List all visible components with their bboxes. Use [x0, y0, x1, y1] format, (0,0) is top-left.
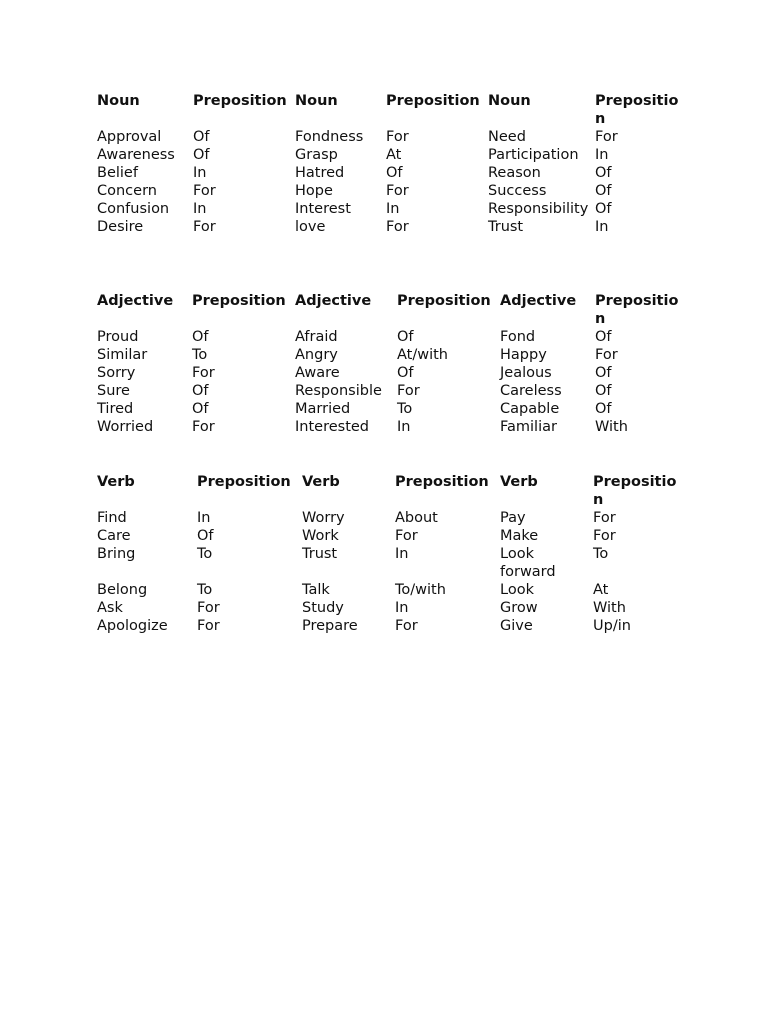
- column-header: Preposition: [192, 293, 286, 309]
- table-cell: Aware: [295, 365, 340, 381]
- column-header: Noun: [97, 93, 140, 109]
- table-row: [97, 599, 685, 617]
- table-cell: For: [595, 129, 618, 145]
- table-row: [97, 527, 685, 545]
- table-cell: Afraid: [295, 329, 338, 345]
- table-cell: For: [395, 528, 418, 544]
- table-cell: Confusion: [97, 201, 170, 217]
- column-header: Preposition: [193, 93, 287, 109]
- table-cell: For: [386, 183, 409, 199]
- table-cell: Prepare: [302, 618, 358, 634]
- table-cell: Sorry: [97, 365, 136, 381]
- table-cell: Of: [397, 365, 414, 381]
- table-cell: In: [193, 165, 207, 181]
- table-cell: With: [593, 600, 626, 616]
- table-cell: To: [593, 546, 609, 562]
- table-cell: For: [192, 365, 215, 381]
- table-cell: Talk: [302, 582, 330, 598]
- table-cell: Need: [488, 129, 526, 145]
- table-row: [97, 200, 685, 218]
- table-row: [97, 418, 685, 436]
- table-cell: Responsibility: [488, 201, 589, 217]
- column-header: Adjective: [295, 293, 372, 309]
- column-header: Preposition: [395, 474, 489, 490]
- table-cell: Trust: [302, 546, 338, 562]
- table-cell: Belong: [97, 582, 148, 598]
- column-header: Preposition: [386, 93, 480, 109]
- table-cell: Of: [595, 329, 612, 345]
- table-cell: For: [397, 383, 420, 399]
- table-cell: Of: [197, 528, 214, 544]
- table-cell: Care: [97, 528, 131, 544]
- table-cell: Of: [192, 329, 209, 345]
- table-cell: Of: [595, 401, 612, 417]
- column-header: Verb: [97, 474, 135, 490]
- column-header: Preposition: [595, 293, 679, 327]
- table-cell: Of: [595, 365, 612, 381]
- table-cell: Hope: [295, 183, 333, 199]
- table-row: [97, 164, 685, 182]
- table-cell: About: [395, 510, 438, 526]
- table-row: [97, 364, 685, 382]
- table-cell: Make: [500, 528, 539, 544]
- table-cell: For: [193, 219, 216, 235]
- table-row: [97, 128, 685, 146]
- table-cell: For: [595, 347, 618, 363]
- table-cell: For: [395, 618, 418, 634]
- table-cell: Of: [397, 329, 414, 345]
- noun-preposition-table: [97, 92, 685, 236]
- table-cell: Happy: [500, 347, 547, 363]
- column-header: Preposition: [593, 474, 677, 508]
- table-cell: Grasp: [295, 147, 338, 163]
- table-cell: Of: [193, 129, 210, 145]
- table-cell: Of: [192, 383, 209, 399]
- table-header-row: [97, 473, 685, 509]
- table-cell: Reason: [488, 165, 541, 181]
- table-cell: Of: [595, 165, 612, 181]
- table-cell: To: [197, 546, 213, 562]
- table-cell: At: [386, 147, 402, 163]
- table-cell: In: [193, 201, 207, 217]
- table-cell: Sure: [97, 383, 130, 399]
- table-cell: To/with: [395, 582, 446, 598]
- table-cell: Study: [302, 600, 344, 616]
- table-row: [97, 617, 685, 635]
- table-cell: Success: [488, 183, 547, 199]
- table-cell: In: [197, 510, 211, 526]
- table-cell: Hatred: [295, 165, 345, 181]
- table-cell: In: [395, 546, 409, 562]
- table-cell: love: [295, 219, 326, 235]
- table-cell: Approval: [97, 129, 162, 145]
- table-cell: Ask: [97, 600, 123, 616]
- table-cell: Give: [500, 618, 533, 634]
- column-header: Noun: [488, 93, 531, 109]
- table-cell: For: [197, 618, 220, 634]
- table-cell: Proud: [97, 329, 139, 345]
- table-cell: Of: [595, 201, 612, 217]
- table-cell: In: [397, 419, 411, 435]
- table-row: [97, 382, 685, 400]
- table-cell: Desire: [97, 219, 144, 235]
- table-cell: Jealous: [500, 365, 552, 381]
- table-cell: Fond: [500, 329, 536, 345]
- table-cell: For: [593, 510, 616, 526]
- table-row: [97, 400, 685, 418]
- table-cell: Awareness: [97, 147, 175, 163]
- column-header: Preposition: [595, 93, 679, 127]
- table-cell: Interested: [295, 419, 370, 435]
- table-cell: Fondness: [295, 129, 364, 145]
- column-header: Verb: [500, 474, 538, 490]
- table-cell: For: [197, 600, 220, 616]
- table-cell: At: [593, 582, 609, 598]
- table-cell: Familiar: [500, 419, 557, 435]
- column-header: Verb: [302, 474, 340, 490]
- table-cell: Tired: [97, 401, 134, 417]
- table-row: [97, 509, 685, 527]
- table-cell: Of: [595, 183, 612, 199]
- table-cell: Married: [295, 401, 351, 417]
- table-cell: Belief: [97, 165, 138, 181]
- table-row: [97, 328, 685, 346]
- table-cell: Worried: [97, 419, 154, 435]
- table-cell: At/with: [397, 347, 448, 363]
- table-header-row: [97, 92, 685, 128]
- table-cell: For: [386, 219, 409, 235]
- adjective-preposition-table: [97, 292, 685, 436]
- table-row: [97, 581, 685, 599]
- column-header: Preposition: [397, 293, 491, 309]
- table-cell: Concern: [97, 183, 157, 199]
- column-header: Preposition: [197, 474, 291, 490]
- table-cell: In: [595, 219, 609, 235]
- table-cell: For: [593, 528, 616, 544]
- table-cell: With: [595, 419, 628, 435]
- table-cell: To: [192, 347, 208, 363]
- table-header-row: [97, 292, 685, 328]
- table-cell: Look: [500, 582, 534, 598]
- table-cell: Of: [193, 147, 210, 163]
- table-cell: Of: [595, 383, 612, 399]
- table-cell: Of: [386, 165, 403, 181]
- table-cell: Worry: [302, 510, 345, 526]
- table-row: [97, 545, 685, 581]
- table-row: [97, 182, 685, 200]
- table-cell: Capable: [500, 401, 560, 417]
- table-row: [97, 146, 685, 164]
- table-cell: Responsible: [295, 383, 382, 399]
- table-row: [97, 346, 685, 364]
- table-cell: To: [397, 401, 413, 417]
- table-cell: For: [192, 419, 215, 435]
- table-cell: Work: [302, 528, 339, 544]
- table-cell: Participation: [488, 147, 579, 163]
- table-cell: Apologize: [97, 618, 168, 634]
- table-cell: Trust: [488, 219, 524, 235]
- column-header: Adjective: [97, 293, 174, 309]
- column-header: Adjective: [500, 293, 577, 309]
- table-cell: For: [193, 183, 216, 199]
- table-cell: For: [386, 129, 409, 145]
- table-cell: Up/in: [593, 618, 631, 634]
- table-cell: In: [386, 201, 400, 217]
- table-cell: Interest: [295, 201, 351, 217]
- table-cell: Look forward: [500, 546, 556, 580]
- table-cell: Careless: [500, 383, 562, 399]
- table-cell: Similar: [97, 347, 148, 363]
- table-cell: Angry: [295, 347, 338, 363]
- table-cell: In: [595, 147, 609, 163]
- table-cell: Bring: [97, 546, 136, 562]
- verb-preposition-table: [97, 473, 685, 635]
- table-cell: In: [395, 600, 409, 616]
- column-header: Noun: [295, 93, 338, 109]
- table-cell: Find: [97, 510, 127, 526]
- table-row: [97, 218, 685, 236]
- table-cell: Grow: [500, 600, 538, 616]
- table-cell: Of: [192, 401, 209, 417]
- table-cell: To: [197, 582, 213, 598]
- table-cell: Pay: [500, 510, 526, 526]
